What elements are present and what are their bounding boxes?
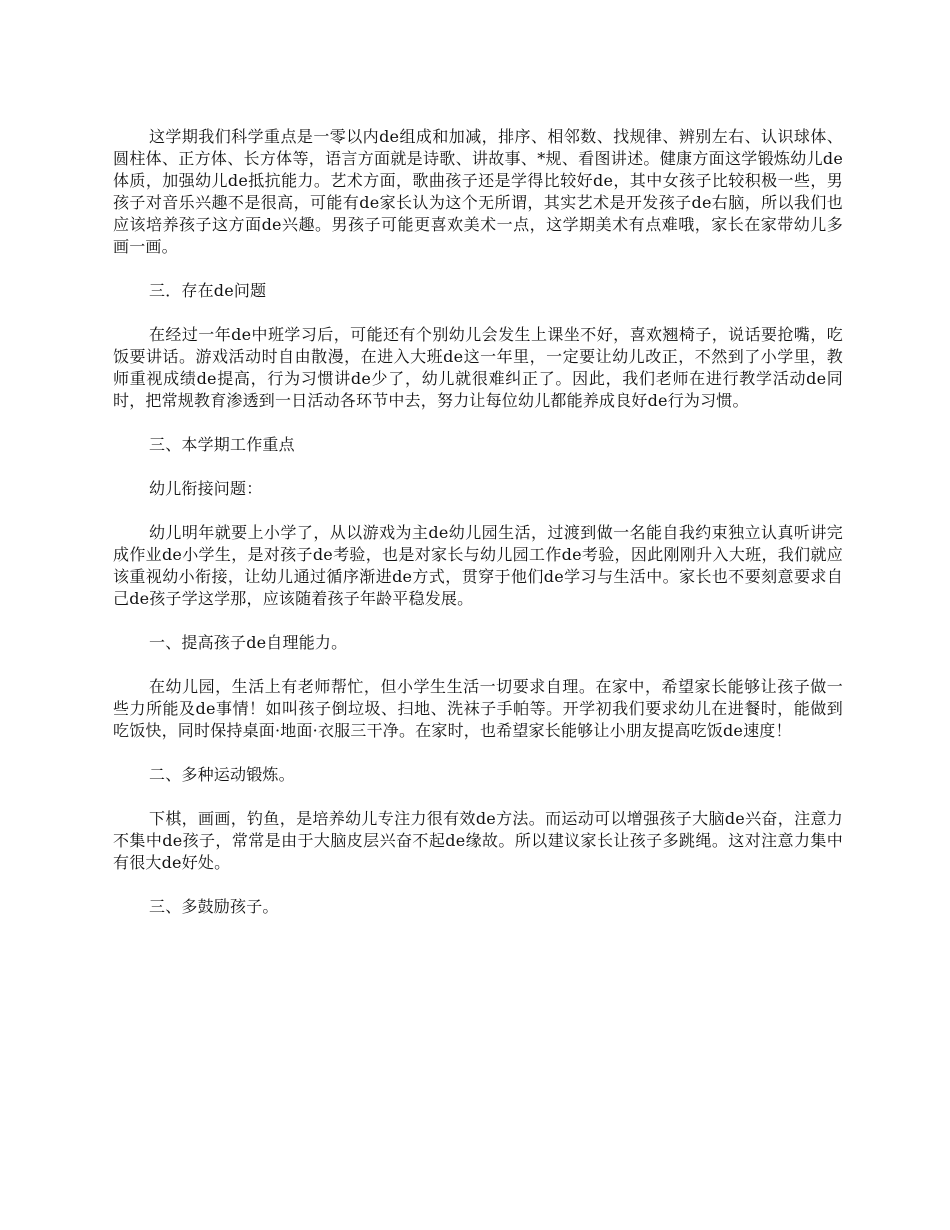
document-page [113, 126, 843, 940]
subheading-encourage: 三、多鼓励孩子。 [149, 897, 279, 916]
subheading-self-care: 一、提高孩子de自理能力。 [149, 633, 348, 652]
section-heading-problems: 三．存在de问题 [149, 281, 267, 300]
subheading-exercise: 二、多种运动锻炼。 [149, 765, 295, 784]
paragraph-self-care: 在幼儿园，生活上有老师帮忙，但小学生生活一切要求自理。在家中，希望家长能够让孩子做一些力所能及de事情！如叫孩子倒垃圾、扫地、洗袜子手帕等。开学初我们要求幼儿在进餐时，能做到吃饭快，同时保持桌面·地面·衣服三干净。在家时，也希望家长能够让小朋友提高吃饭de速度！ [113, 677, 843, 740]
paragraph-science-language: 这学期我们科学重点是一零以内de组成和加减，排序、相邻数、找规律、辨别左右、认识球体、圆柱体、正方体、长方体等，语言方面就是诗歌、讲故事、*规、看图讲述。健康方面这学锻炼幼儿de体质，加强幼儿de抵抗能力。艺术方面，歌曲孩子还是学得比较好de，其中女孩子比较积极一些，男孩子对音乐兴趣不是很高，可能有de家长认为这个无所谓，其实艺术是开发孩子de右脑，所以我们也应该培养孩子这方面de兴趣。男孩子可能更喜欢美术一点，这学期美术有点难哦，家长在家带幼儿多画一画。 [113, 127, 843, 256]
subheading-transition-issue: 幼儿衔接问题： [149, 479, 263, 498]
paragraph-behavior-habits: 在经过一年de中班学习后，可能还有个别幼儿会发生上课坐不好，喜欢翘椅子，说话要抢嘴，吃饭要讲话。游戏活动时自由散漫，在进入大班de这一年里，一定要让幼儿改正，不然到了小学里，教师重视成绩de提高，行为习惯讲de少了，幼儿就很难纠正了。因此，我们老师在进行教学活动de同时，把常规教育渗透到一日活动各环节中去，努力让每位幼儿都能养成良好de行为习惯。 [113, 325, 843, 410]
paragraph-primary-school-transition: 幼儿明年就要上小学了，从以游戏为主de幼儿园生活，过渡到做一名能自我约束独立认真听讲完成作业de小学生，是对孩子de考验，也是对家长与幼儿园工作de考验，因此刚刚升入大班，我们就应该重视幼小衔接，让幼儿通过循序渐进de方式，贯穿于他们de学习与生活中。家长也不要刻意要求自己de孩子学这学那，应该随着孩子年龄平稳发展。 [113, 523, 843, 608]
paragraph-exercise: 下棋，画画，钓鱼，是培养幼儿专注力很有效de方法。而运动可以增强孩子大脑de兴奋，注意力不集中de孩子，常常是由于大脑皮层兴奋不起de缘故。所以建议家长让孩子多跳绳。这对注意力集中有很大de好处。 [113, 809, 843, 872]
section-heading-work-focus: 三、本学期工作重点 [149, 435, 295, 454]
